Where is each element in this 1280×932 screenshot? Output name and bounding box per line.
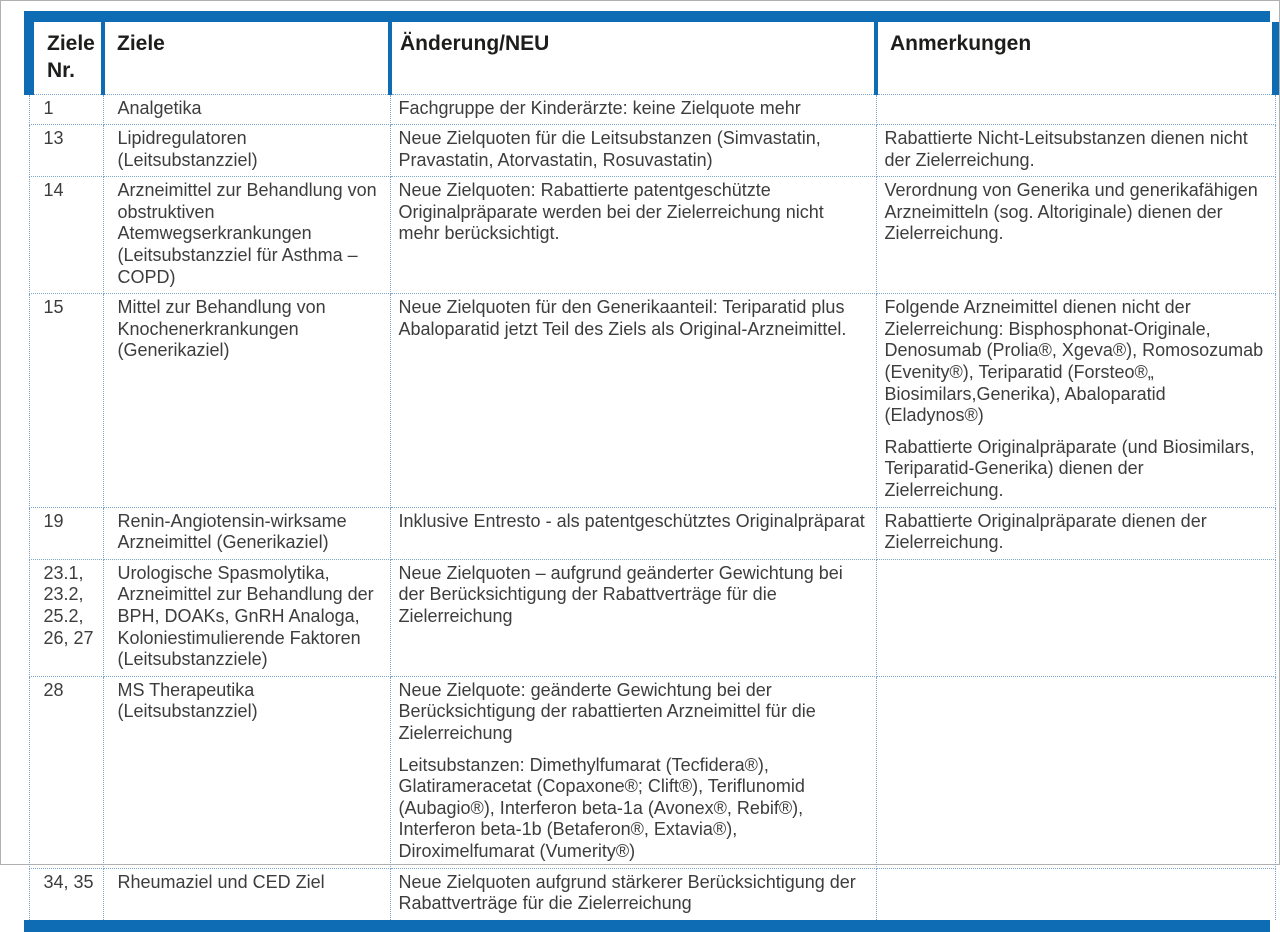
cell-aenderung bbox=[390, 294, 876, 507]
cell-anmerkungen bbox=[876, 676, 1275, 868]
table-row bbox=[29, 868, 1275, 920]
cell-paragraph: Neue Zielquoten für den Generikaanteil: Teriparatid plus Abaloparatid jetzt Teil des Ziels als Original-Arzneimittel. bbox=[398, 297, 847, 339]
header-accent-bar bbox=[24, 11, 1270, 22]
cell-anmerkungen bbox=[876, 125, 1275, 177]
cell-aenderung bbox=[390, 94, 876, 125]
cell-paragraph: Rheumaziel und CED Ziel bbox=[117, 871, 325, 892]
cell-ziele-nr bbox=[29, 125, 103, 177]
cell-paragraph: Urologische Spasmolytika, Arzneimittel zur Behandlung der BPH, DOAKs, GnRH Analoga, Koloniestimulierende Faktoren (Leitsubstanzziele) bbox=[117, 562, 374, 670]
cell-paragraph: Neue Zielquoten: Rabattierte patentgeschützte Originalpräparate werden bei der Zielerreichung nicht mehr berücksichtigt. bbox=[398, 180, 824, 244]
cell-paragraph: 15 bbox=[43, 297, 64, 318]
table-row bbox=[29, 559, 1275, 676]
cell-paragraph: Rabattierte Nicht-Leitsubstanzen dienen nicht der Zielerreichung. bbox=[884, 128, 1248, 170]
header-anmerkungen: Anmerkungen bbox=[876, 22, 1275, 94]
cell-ziele bbox=[103, 559, 390, 676]
cell-ziele-nr bbox=[29, 294, 103, 507]
cell-anmerkungen bbox=[876, 868, 1275, 920]
table-body bbox=[29, 94, 1275, 920]
cell-ziele bbox=[103, 294, 390, 507]
table-row bbox=[29, 125, 1275, 177]
cell-paragraph: Renin-Angiotensin-wirksame Arzneimittel (Generikaziel) bbox=[117, 510, 347, 553]
cell-paragraph: Mittel zur Behandlung von Knochenerkrankungen (Generikaziel) bbox=[117, 297, 326, 361]
cell-aenderung bbox=[390, 676, 876, 868]
cell-paragraph: Analgetika bbox=[117, 97, 202, 118]
cell-anmerkungen bbox=[876, 507, 1275, 559]
table-row bbox=[29, 177, 1275, 294]
cell-paragraph: 28 bbox=[43, 679, 64, 700]
cell-paragraph: 14 bbox=[43, 180, 64, 201]
cell-ziele-nr bbox=[29, 868, 103, 920]
cell-aenderung bbox=[390, 177, 876, 294]
cell-paragraph: Arzneimittel zur Behandlung von obstruktiven Atemwegserkrankungen (Leitsubstanzziel für Asthma – COPD) bbox=[117, 180, 377, 287]
cell-paragraph: Leitsubstanzen: Dimethylfumarat (Tecfidera®), Glatirameracetat (Copaxone®; Clift®), Teriflunomid (Aubagio®), Interferon beta-1a (Avonex®, Rebif®), Interferon beta-1b (Betaferon®, Extavia®), Diroximelfumarat (Vumerity®) bbox=[398, 754, 805, 861]
cell-paragraph: Lipidregulatoren (Leitsubstanzziel) bbox=[117, 128, 258, 170]
cell-ziele bbox=[103, 94, 390, 125]
cell-paragraph: Neue Zielquote: geänderte Gewichtung bei der Berücksichtigung der rabattierten Arzneimittel für die Zielerreichung bbox=[398, 679, 816, 743]
cell-paragraph: 19 bbox=[43, 510, 64, 531]
cell-paragraph: Inklusive Entresto - als patentgeschütztes Originalpräparat bbox=[398, 510, 865, 531]
cell-paragraph: 34, 35 bbox=[43, 871, 94, 892]
zielquoten-table-wrap bbox=[24, 11, 1270, 932]
header-aenderung-neu: Änderung/NEU bbox=[390, 22, 876, 94]
cell-paragraph: Verordnung von Generika und generikafähigen Arzneimitteln (sog. Altoriginale) dienen der Zielerreichung. bbox=[884, 180, 1258, 244]
cell-ziele-nr bbox=[29, 177, 103, 294]
cell-paragraph: Rabattierte Originalpräparate dienen der Zielerreichung. bbox=[884, 510, 1207, 553]
cell-paragraph: 1 bbox=[43, 97, 54, 118]
cell-ziele bbox=[103, 125, 390, 177]
cell-ziele bbox=[103, 177, 390, 294]
cell-paragraph: Rabattierte Originalpräparate (und Biosimilars, Teriparatid-Generika) dienen der Zielerreichung. bbox=[884, 436, 1255, 500]
table-header bbox=[29, 22, 1275, 94]
cell-ziele-nr bbox=[29, 676, 103, 868]
cell-aenderung bbox=[390, 868, 876, 920]
zielquoten-table bbox=[24, 22, 1279, 920]
cell-paragraph: 23.1, 23.2, 25.2, 26, 27 bbox=[43, 562, 94, 648]
cell-paragraph: Neue Zielquoten – aufgrund geänderter Gewichtung bei der Berücksichtigung der Rabattverträge für die Zielerreichung bbox=[398, 562, 843, 626]
cell-anmerkungen bbox=[876, 294, 1275, 507]
table-row bbox=[29, 676, 1275, 868]
header-row bbox=[29, 22, 1275, 94]
cell-ziele bbox=[103, 868, 390, 920]
cell-anmerkungen bbox=[876, 177, 1275, 294]
header-ziele-nr: Ziele Nr. bbox=[29, 22, 103, 94]
cell-paragraph: Folgende Arzneimittel dienen nicht der Zielerreichung: Bisphosphonat-Originale, Denosumab (Prolia®, Xgeva®), Romosozumab (Evenity®), Teriparatid (Forsteo®„ Biosimilars,Generika), Abaloparatid (Eladynos®) bbox=[884, 297, 1264, 426]
cell-paragraph: MS Therapeutika (Leitsubstanzziel) bbox=[117, 679, 258, 722]
table-row bbox=[29, 294, 1275, 507]
cell-ziele bbox=[103, 676, 390, 868]
cell-paragraph: Neue Zielquoten aufgrund stärkerer Berücksichtigung der Rabattverträge für die Zielerreichung bbox=[398, 871, 856, 914]
cell-anmerkungen bbox=[876, 94, 1275, 125]
cell-aenderung bbox=[390, 559, 876, 676]
header-ziele: Ziele bbox=[103, 22, 390, 94]
cell-ziele-nr bbox=[29, 94, 103, 125]
cell-ziele-nr bbox=[29, 507, 103, 559]
cell-anmerkungen bbox=[876, 559, 1275, 676]
cell-paragraph: Fachgruppe der Kinderärzte: keine Zielquote mehr bbox=[398, 97, 801, 118]
footer-accent-bar bbox=[24, 920, 1270, 932]
cell-aenderung bbox=[390, 125, 876, 177]
cell-ziele bbox=[103, 507, 390, 559]
cell-ziele-nr bbox=[29, 559, 103, 676]
cell-paragraph: 13 bbox=[43, 128, 64, 149]
table-row bbox=[29, 507, 1275, 559]
table-row bbox=[29, 94, 1275, 125]
cell-aenderung bbox=[390, 507, 876, 559]
cell-paragraph: Neue Zielquoten für die Leitsubstanzen (Simvastatin, Pravastatin, Atorvastatin, Rosuvastatin) bbox=[398, 128, 821, 170]
